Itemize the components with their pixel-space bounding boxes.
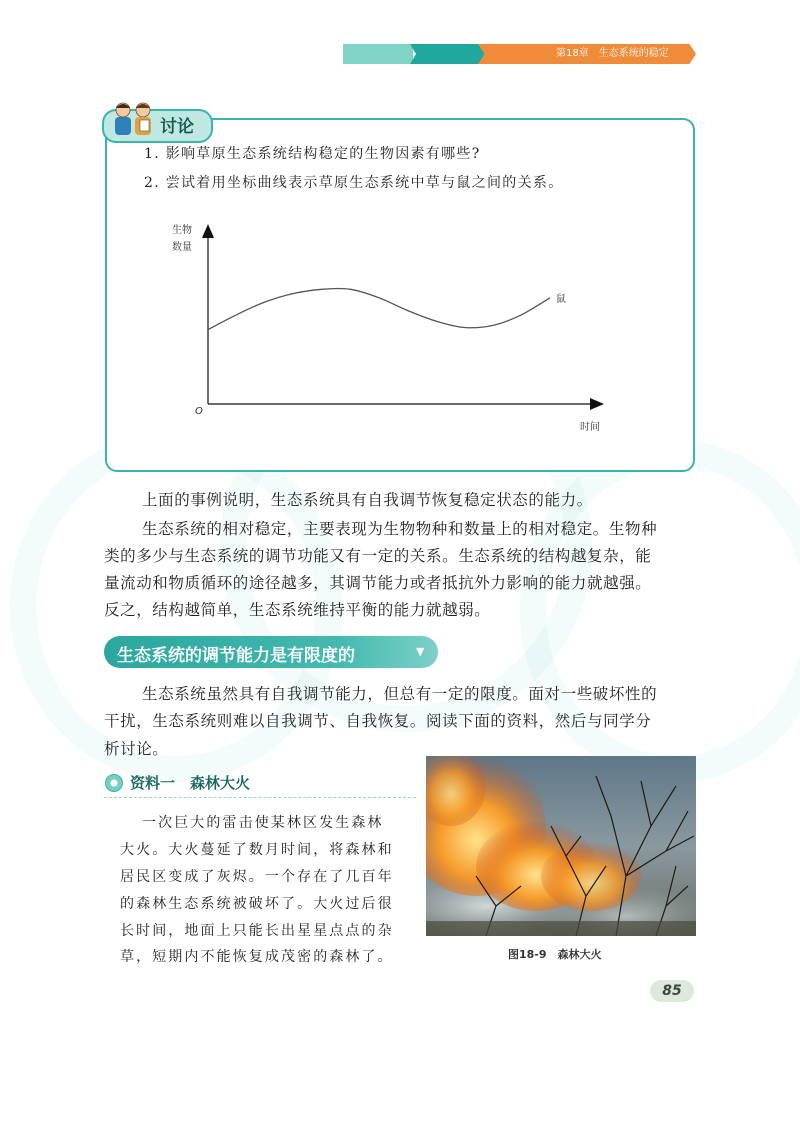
series-line-rat	[208, 288, 550, 329]
section-heading: 生态系统的调节能力是有限度的	[117, 646, 355, 666]
discussion-label: 讨论	[160, 117, 194, 137]
origin-label: O	[195, 406, 203, 417]
chapter-number: 第18章	[556, 48, 589, 59]
y-axis-arrow	[202, 224, 214, 238]
paragraph-line: 反之，结构越简单，生态系统维持平衡的能力就越弱。	[104, 601, 491, 619]
figure-caption: 图18-9 森林大火	[508, 948, 602, 961]
resource-text-line: 草，短期内不能恢复成茂密的森林了。	[120, 949, 394, 965]
y-axis-label-line-2: 数量	[172, 242, 192, 253]
paragraph-summary: 上面的事例说明，生态系统具有自我调节恢复稳定状态的能力。	[142, 491, 593, 509]
page-number: 85	[662, 983, 682, 999]
resource-divider	[104, 797, 416, 798]
paragraph-line: 量流动和物质循环的途径越多，其调节能力或者抵抗外力影响的能力就越强。	[104, 574, 652, 592]
section-paragraph-line: 生态系统虽然具有自我调节能力，但总有一定的限度。面对一些破坏性的	[142, 685, 658, 703]
resource-text-line: 的森林生态系统被破坏了。大火过后很	[120, 896, 394, 912]
chevron-down-icon: ▼	[416, 645, 425, 658]
rat-population-chart	[0, 0, 800, 470]
resource-text-line: 大火。大火蔓延了数月时间，将森林和	[120, 842, 394, 858]
resource-text-line: 长时间，地面上只能长出星星点点的杂	[120, 923, 394, 939]
series-label-rat: 鼠	[556, 293, 566, 305]
y-axis-label-line-1: 生物	[172, 225, 192, 236]
paragraph-line: 类的多少与生态系统的调节功能又有一定的关系。生态系统的结构越复杂，能	[104, 547, 652, 565]
resource-bullet-icon	[105, 774, 123, 792]
discussion-question-2: 2. 尝试着用坐标曲线表示草原生态系统中草与鼠之间的关系。	[144, 175, 564, 191]
chapter-title: 生态系统的稳定	[598, 48, 669, 59]
forest-fire-photo	[426, 756, 696, 936]
paragraph-line: 生态系统的相对稳定，主要表现为生物物种和数量上的相对稳定。生物种	[142, 520, 658, 538]
section-paragraph-line: 析讨论。	[104, 740, 169, 758]
discussion-question-1: 1. 影响草原生态系统结构稳定的生物因素有哪些?	[144, 146, 481, 162]
x-axis-label: 时间	[580, 422, 600, 433]
resource-text-line: 一次巨大的雷击使某林区发生森林	[142, 815, 384, 831]
section-paragraph-line: 干扰，生态系统则难以自我调节、自我恢复。阅读下面的资料，然后与同学分	[104, 712, 652, 730]
x-axis-arrow	[590, 398, 604, 410]
resource-title: 资料一 森林大火	[130, 774, 251, 792]
resource-text-line: 居民区变成了灰烬。一个存在了几百年	[120, 869, 394, 885]
